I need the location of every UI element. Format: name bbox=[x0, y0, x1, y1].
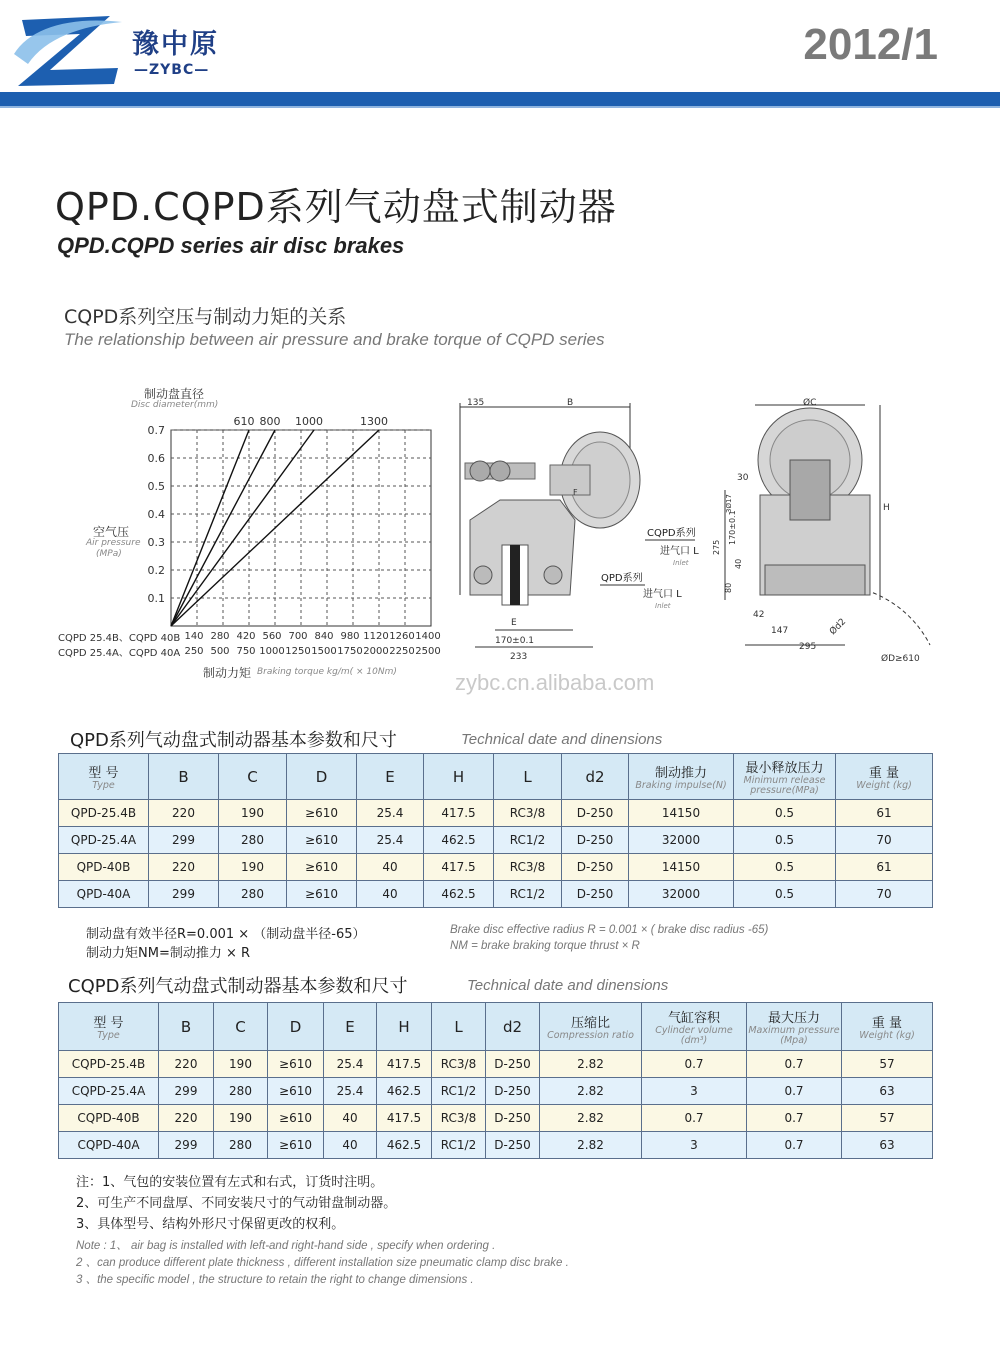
dim-od: ØD≥610 bbox=[881, 654, 920, 664]
note-cn-3: 3、具体型号、结构外形尺寸保留更改的权利。 bbox=[76, 1217, 345, 1232]
qpd-header-cn: H bbox=[452, 767, 465, 786]
table-cell: 0.5 bbox=[734, 854, 836, 881]
cqpd-header-cn: D bbox=[289, 1017, 302, 1036]
qpd-header-4 bbox=[357, 754, 424, 800]
table-cell: 70 bbox=[836, 827, 933, 854]
chart-x-tick-row2: 2500 bbox=[415, 646, 441, 657]
qpd-header-cn: E bbox=[385, 767, 395, 786]
dim-170-front: 170±0.1 bbox=[495, 636, 535, 646]
cqpd-spec-table bbox=[58, 1002, 933, 1159]
chart-series-label-610: 610 bbox=[233, 415, 255, 428]
chart-x-tick-row2: 750 bbox=[236, 646, 256, 657]
dim-170-side: 170±0.1 bbox=[728, 510, 737, 545]
cqpd-table-title-en: Technical date and dinensions bbox=[467, 977, 669, 994]
qpd-header-1 bbox=[149, 754, 219, 800]
formula-torque-en: NM = brake braking torque thrust × R bbox=[450, 940, 640, 952]
table-cell: ≥610 bbox=[268, 1051, 324, 1078]
table-cell: 25.4 bbox=[357, 800, 424, 827]
chart-y-tick: 0.2 bbox=[147, 564, 165, 577]
cqpd-header-cn: H bbox=[398, 1017, 410, 1036]
table-cell: 220 bbox=[159, 1051, 214, 1078]
inlet-label-qpd-en: Inlet bbox=[655, 602, 671, 610]
chart-line-610 bbox=[171, 430, 249, 626]
table-cell: 417.5 bbox=[377, 1051, 432, 1078]
table-cell: CQPD-25.4A bbox=[59, 1078, 159, 1105]
table-cell: RC3/8 bbox=[494, 854, 562, 881]
table-cell: 190 bbox=[214, 1105, 268, 1132]
dim-42: 42 bbox=[753, 610, 765, 620]
table-cell: 190 bbox=[214, 1051, 268, 1078]
cqpd-header-cn: 最大压力 bbox=[767, 1011, 820, 1026]
chart-x-tick-row1: 980 bbox=[340, 631, 360, 642]
chart-top-label-en: Disc diameter(mm) bbox=[131, 400, 219, 410]
table-cell: 299 bbox=[149, 881, 219, 908]
table-cell: 40 bbox=[324, 1105, 377, 1132]
table-cell: 63 bbox=[842, 1078, 933, 1105]
brake-front-view-drawing bbox=[455, 395, 735, 665]
cqpd-header-6 bbox=[432, 1003, 486, 1051]
formula-torque: 制动力矩NM=制动推力 × R bbox=[86, 946, 251, 961]
table-cell: 280 bbox=[214, 1078, 268, 1105]
table-cell: 70 bbox=[836, 881, 933, 908]
chart-x-tick-row1: 1400 bbox=[415, 631, 441, 642]
table-cell: 462.5 bbox=[424, 827, 494, 854]
table-cell: 2.82 bbox=[540, 1132, 642, 1159]
table-cell: 40 bbox=[324, 1132, 377, 1159]
chart-x-tick-row1: 420 bbox=[236, 631, 256, 642]
chart-xlabel-en: Braking torque kg/m( × 10Nm) bbox=[257, 667, 397, 677]
table-cell: QPD-25.4B bbox=[59, 800, 149, 827]
table-cell: 280 bbox=[214, 1132, 268, 1159]
chart-y-tick: 0.6 bbox=[147, 452, 165, 465]
qpd-header-cn: B bbox=[178, 767, 189, 786]
table-cell: 40 bbox=[357, 881, 424, 908]
note-en-2: 2 、can produce different plate thickness , different installation size pneumatic clamp disc brake . bbox=[76, 1257, 569, 1269]
table-cell: 57 bbox=[842, 1105, 933, 1132]
chart-x-tick-row1: 1120 bbox=[363, 631, 389, 642]
table-cell: 0.5 bbox=[734, 827, 836, 854]
table-cell: 462.5 bbox=[377, 1132, 432, 1159]
qpd-header-cn: L bbox=[523, 767, 532, 786]
table-row bbox=[59, 881, 933, 908]
qpd-header-10 bbox=[836, 754, 933, 800]
cqpd-header-cn: B bbox=[180, 1017, 192, 1036]
table-row bbox=[59, 827, 933, 854]
inlet-label-cqpd: 进气口 L bbox=[660, 546, 699, 557]
cqpd-header-4 bbox=[324, 1003, 377, 1051]
dim-f: F bbox=[573, 488, 578, 497]
table-cell: 63 bbox=[842, 1132, 933, 1159]
table-cell: 40 bbox=[357, 854, 424, 881]
qpd-table-title: QPD系列气动盘式制动器基本参数和尺寸 bbox=[70, 730, 397, 751]
table-cell: QPD-40A bbox=[59, 881, 149, 908]
table-cell: 417.5 bbox=[424, 800, 494, 827]
table-cell: D-250 bbox=[486, 1132, 540, 1159]
chart-x-tick-row2: 2000 bbox=[363, 646, 389, 657]
chart-x-tick-row2: 1750 bbox=[337, 646, 363, 657]
table-cell: 57 bbox=[842, 1051, 933, 1078]
cqpd-header-cn: 型 号 bbox=[93, 1016, 124, 1031]
table-cell: D-250 bbox=[562, 854, 629, 881]
chart-section-title: CQPD系列空压与制动力矩的关系 bbox=[64, 306, 347, 328]
table-cell: 220 bbox=[159, 1105, 214, 1132]
chart-ylabel-en: Air pressure bbox=[86, 538, 141, 548]
qpd-header-cn: 制动推力 bbox=[654, 766, 707, 781]
cqpd-header-en: Weight (kg) bbox=[859, 1030, 915, 1041]
qpd-header-cn: C bbox=[247, 767, 258, 786]
chart-y-tick: 0.5 bbox=[147, 480, 165, 493]
table-cell: RC1/2 bbox=[494, 881, 562, 908]
qpd-header-en: Weight (kg) bbox=[856, 780, 912, 791]
chart-x-row2-label: CQPD 25.4A、CQPD 40A bbox=[58, 648, 181, 659]
table-cell: ≥610 bbox=[287, 800, 357, 827]
inlet-label-cqpd-en: Inlet bbox=[673, 559, 689, 567]
chart-y-tick: 0.4 bbox=[147, 508, 165, 521]
chart-line-1000 bbox=[171, 430, 314, 626]
dim-e: E bbox=[511, 618, 517, 628]
cqpd-table-title: CQPD系列气动盘式制动器基本参数和尺寸 bbox=[68, 976, 408, 997]
chart-ylabel-unit: (MPa) bbox=[96, 549, 122, 559]
cqpd-header-cn: L bbox=[454, 1017, 463, 1036]
chart-x-tick-row2: 250 bbox=[184, 646, 204, 657]
note-en-3: 3 、the specific model , the structure to retain the right to change dimensions . bbox=[76, 1274, 474, 1286]
qpd-header-cn: d2 bbox=[585, 767, 605, 786]
table-cell: 14150 bbox=[629, 800, 734, 827]
formula-radius-en: Brake disc effective radius R = 0.001 × ( brake disc radius -65) bbox=[450, 924, 769, 936]
cqpd-header-cn: 气缸容积 bbox=[667, 1011, 720, 1026]
note-cn-2: 2、可生产不同盘厚、不同安装尺寸的气动钳盘制动器。 bbox=[76, 1196, 397, 1211]
table-cell: QPD-25.4A bbox=[59, 827, 149, 854]
dim-od2: Ød2 bbox=[828, 616, 849, 638]
table-cell: 0.7 bbox=[747, 1105, 842, 1132]
dim-40: 40 bbox=[734, 558, 743, 569]
chart-x-tick-row2: 500 bbox=[210, 646, 230, 657]
chart-x-tick-row2: 2250 bbox=[389, 646, 415, 657]
table-row bbox=[59, 1105, 933, 1132]
table-cell: 0.7 bbox=[747, 1051, 842, 1078]
table-row bbox=[59, 800, 933, 827]
table-row bbox=[59, 854, 933, 881]
watermark: zybc.cn.alibaba.com bbox=[455, 670, 655, 695]
table-cell: 25.4 bbox=[324, 1078, 377, 1105]
qpd-header-7 bbox=[562, 754, 629, 800]
chart-y-tick: 0.7 bbox=[147, 424, 165, 437]
table-cell: 32000 bbox=[629, 827, 734, 854]
table-cell: D-250 bbox=[486, 1078, 540, 1105]
table-cell: 299 bbox=[149, 827, 219, 854]
cqpd-header-8 bbox=[540, 1003, 642, 1051]
table-row bbox=[59, 1051, 933, 1078]
table-cell: 14150 bbox=[629, 854, 734, 881]
table-cell: ≥610 bbox=[287, 854, 357, 881]
table-cell: RC1/2 bbox=[494, 827, 562, 854]
table-cell: 2.82 bbox=[540, 1105, 642, 1132]
dim-80: 80 bbox=[724, 582, 733, 593]
cqpd-header-3 bbox=[268, 1003, 324, 1051]
qpd-header-2 bbox=[219, 754, 287, 800]
chart-top-label: 制动盘直径 bbox=[144, 387, 205, 401]
chart-y-tick: 0.3 bbox=[147, 536, 165, 549]
table-cell: 0.5 bbox=[734, 800, 836, 827]
brand-name: 豫中原 bbox=[132, 29, 219, 60]
qpd-table-title-en: Technical date and dinensions bbox=[461, 731, 663, 748]
cqpd-series-label: CQPD系列 bbox=[647, 528, 696, 539]
chart-x-tick-row2: 1500 bbox=[311, 646, 337, 657]
table-cell: RC3/8 bbox=[432, 1051, 486, 1078]
qpd-header-cn: 型 号 bbox=[88, 766, 119, 781]
qpd-header-0 bbox=[59, 754, 149, 800]
cqpd-header-cn: 重 量 bbox=[871, 1016, 903, 1031]
cqpd-header-9 bbox=[642, 1003, 747, 1051]
qpd-header-8 bbox=[629, 754, 734, 800]
table-cell: 61 bbox=[836, 800, 933, 827]
inlet-label-qpd: 进气口 L bbox=[643, 589, 682, 600]
table-cell: 220 bbox=[149, 854, 219, 881]
qpd-spec-table bbox=[58, 753, 933, 908]
dim-147: 147 bbox=[771, 626, 789, 636]
table-cell: D-250 bbox=[486, 1051, 540, 1078]
table-cell: 280 bbox=[219, 827, 287, 854]
chart-line-1300 bbox=[171, 430, 379, 626]
page-title-en: QPD.CQPD series air disc brakes bbox=[57, 233, 405, 258]
chart-series-label-1300: 1300 bbox=[360, 415, 388, 428]
note-cn-1: 注：1、气包的安装位置有左式和右式，订货时注明。 bbox=[76, 1175, 384, 1190]
table-cell: 417.5 bbox=[377, 1105, 432, 1132]
table-cell: ≥610 bbox=[268, 1078, 324, 1105]
formula-radius: 制动盘有效半径R=0.001 × （制动盘半径-65） bbox=[86, 927, 366, 942]
brake-side-view-drawing bbox=[705, 395, 935, 670]
table-cell: D-250 bbox=[562, 800, 629, 827]
chart-x-tick-row1: 1260 bbox=[389, 631, 415, 642]
cqpd-header-11 bbox=[842, 1003, 933, 1051]
issue-number: 2012/1 bbox=[803, 20, 938, 69]
cqpd-header-en: Compression ratio bbox=[547, 1030, 634, 1041]
qpd-header-5 bbox=[424, 754, 494, 800]
table-cell: 462.5 bbox=[424, 881, 494, 908]
table-cell: ≥610 bbox=[268, 1132, 324, 1159]
table-cell: ≥610 bbox=[287, 881, 357, 908]
dim-h: H bbox=[883, 503, 890, 513]
cqpd-header-cn: 压缩比 bbox=[570, 1016, 610, 1031]
chart-x-tick-row2: 1000 bbox=[259, 646, 285, 657]
cqpd-header-en: Cylinder volume (dm³) bbox=[655, 1025, 733, 1046]
table-cell: 299 bbox=[159, 1078, 214, 1105]
cqpd-header-1 bbox=[159, 1003, 214, 1051]
qpd-header-en: Braking impulse(N) bbox=[635, 780, 727, 791]
qpd-header-cn: D bbox=[315, 767, 328, 786]
table-cell: RC1/2 bbox=[432, 1078, 486, 1105]
table-cell: 0.7 bbox=[747, 1078, 842, 1105]
table-cell: 0.5 bbox=[734, 881, 836, 908]
dim-b: B bbox=[567, 398, 574, 408]
cqpd-header-5 bbox=[377, 1003, 432, 1051]
table-cell: 190 bbox=[219, 854, 287, 881]
qpd-header-en: Minimum release pressure(MPa) bbox=[743, 775, 826, 796]
table-cell: 299 bbox=[159, 1132, 214, 1159]
chart-section-title-en: The relationship between air pressure and brake torque of CQPD series bbox=[64, 330, 605, 349]
table-row bbox=[59, 1132, 933, 1159]
dim-275: 275 bbox=[712, 539, 721, 555]
chart-series-label-800: 800 bbox=[259, 415, 281, 428]
brand-subtitle: —ZYBC— bbox=[134, 62, 210, 78]
table-cell: ≥610 bbox=[268, 1105, 324, 1132]
table-cell: RC3/8 bbox=[432, 1105, 486, 1132]
chart-line-800 bbox=[171, 430, 275, 626]
table-cell: 0.7 bbox=[747, 1132, 842, 1159]
page-title: QPD.CQPD系列气动盘式制动器 bbox=[55, 185, 617, 229]
table-cell: 0.7 bbox=[642, 1105, 747, 1132]
table-cell: ≥610 bbox=[287, 827, 357, 854]
cqpd-header-0 bbox=[59, 1003, 159, 1051]
table-cell: 25.4 bbox=[324, 1051, 377, 1078]
table-cell: QPD-40B bbox=[59, 854, 149, 881]
chart-x-tick-row1: 280 bbox=[210, 631, 230, 642]
chart-x-tick-row1: 700 bbox=[288, 631, 308, 642]
cqpd-header-en: Maximum pressure (Mpa) bbox=[748, 1025, 840, 1046]
table-cell: 417.5 bbox=[424, 854, 494, 881]
table-cell: CQPD-40A bbox=[59, 1132, 159, 1159]
chart-series-label-1000: 1000 bbox=[295, 415, 323, 428]
table-cell: 32000 bbox=[629, 881, 734, 908]
chart-xlabel: 制动力矩 bbox=[203, 666, 252, 680]
table-cell: 190 bbox=[219, 800, 287, 827]
dim-295: 295 bbox=[799, 642, 817, 652]
table-cell: D-250 bbox=[562, 881, 629, 908]
table-cell: 25.4 bbox=[357, 827, 424, 854]
qpd-header-9 bbox=[734, 754, 836, 800]
qpd-header-en: Type bbox=[92, 780, 115, 791]
cqpd-header-10 bbox=[747, 1003, 842, 1051]
chart-x-tick-row1: 560 bbox=[262, 631, 282, 642]
table-cell: 280 bbox=[219, 881, 287, 908]
qpd-header-cn: 重 量 bbox=[868, 766, 900, 781]
cqpd-header-cn: C bbox=[235, 1017, 246, 1036]
cqpd-header-cn: d2 bbox=[502, 1017, 523, 1036]
table-cell: 462.5 bbox=[377, 1078, 432, 1105]
table-cell: CQPD-40B bbox=[59, 1105, 159, 1132]
dim-3o17: 3Ø17 bbox=[725, 494, 733, 513]
table-cell: D-250 bbox=[486, 1105, 540, 1132]
table-cell: 3 bbox=[642, 1132, 747, 1159]
table-cell: RC1/2 bbox=[432, 1132, 486, 1159]
table-cell: 2.82 bbox=[540, 1078, 642, 1105]
table-cell: RC3/8 bbox=[494, 800, 562, 827]
dim-30: 30 bbox=[737, 473, 749, 483]
table-cell: 61 bbox=[836, 854, 933, 881]
table-cell: 3 bbox=[642, 1078, 747, 1105]
table-cell: 220 bbox=[149, 800, 219, 827]
table-row bbox=[59, 1078, 933, 1105]
dim-233: 233 bbox=[510, 652, 528, 662]
qpd-header-6 bbox=[494, 754, 562, 800]
chart-x-tick-row2: 1250 bbox=[285, 646, 311, 657]
qpd-series-label: QPD系列 bbox=[601, 573, 643, 584]
chart-ylabel: 空气压 bbox=[93, 525, 130, 539]
dim-135: 135 bbox=[467, 398, 485, 408]
dim-oc: ØC bbox=[803, 398, 817, 408]
chart-x-tick-row1: 840 bbox=[314, 631, 334, 642]
cqpd-header-7 bbox=[486, 1003, 540, 1051]
note-en-1: Note : 1、 air bag is installed with left-and right-hand side , specify when ordering . bbox=[76, 1240, 496, 1252]
cqpd-header-en: Type bbox=[97, 1030, 120, 1041]
chart-x-tick-row1: 140 bbox=[184, 631, 204, 642]
table-cell: CQPD-25.4B bbox=[59, 1051, 159, 1078]
table-cell: 2.82 bbox=[540, 1051, 642, 1078]
cqpd-header-2 bbox=[214, 1003, 268, 1051]
table-cell: D-250 bbox=[562, 827, 629, 854]
qpd-header-cn: 最小释放压力 bbox=[745, 761, 824, 776]
table-cell: 0.7 bbox=[642, 1051, 747, 1078]
chart-x-row1-label: CQPD 25.4B、CQPD 40B bbox=[58, 633, 181, 644]
cqpd-header-cn: E bbox=[345, 1017, 355, 1036]
qpd-header-3 bbox=[287, 754, 357, 800]
chart-y-tick: 0.1 bbox=[147, 592, 165, 605]
